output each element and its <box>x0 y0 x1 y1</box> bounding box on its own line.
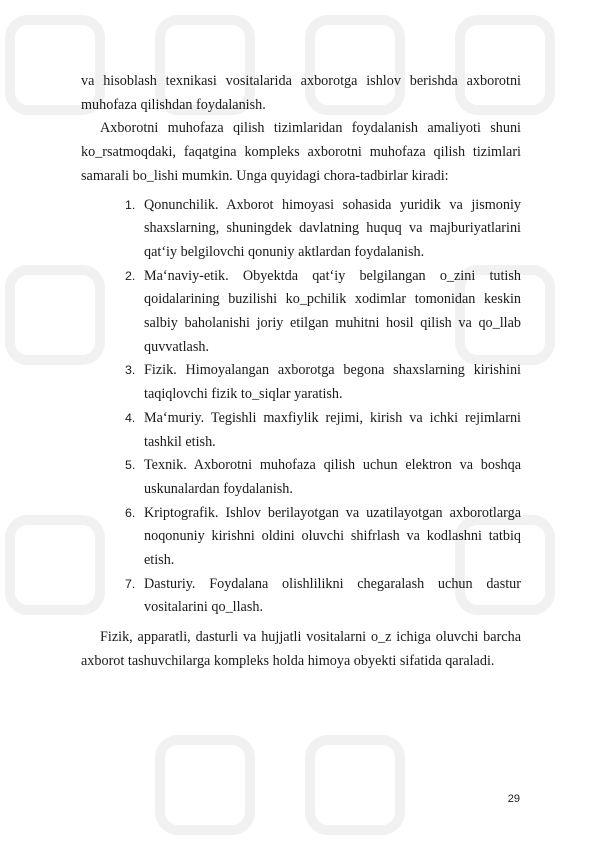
list-number: 5. <box>125 458 136 473</box>
measures-list <box>81 194 521 621</box>
list-item <box>81 265 521 360</box>
paragraph-3: Fizik, apparatli, dasturli va hujjatli vositalarni o_z ichiga oluvchi barcha axborot tashuvchilarga kompleks holda himoya obyekti sifatida qaraladi. <box>81 629 521 669</box>
list-text: Kriptografik. Ishlov berilayotgan va uzatilayotgan axborotlarga noqonuniy kirishni oldini oluvchi shifrlash va kodlashni tatbiq etish. <box>144 504 521 569</box>
paragraph-1: va hisoblash texnikasi vositalarida axborotga ishlov berishda axborotni muhofaza qilishdan foydalanish. <box>81 73 521 113</box>
paragraph-2: Axborotni muhofaza qilish tizimlaridan foydalanish amaliyoti shuni ko_rsatmoqdaki, faqatgina kompleks axborotni muhofaza qilish tizimlari samarali bo_lishi mumkin. Unga quyidagi chora-tadbirlar kiradi: <box>81 120 521 184</box>
list-item <box>81 407 521 454</box>
list-text: Qonunchilik. Axborot himoyasi sohasida yuridik va jismoniy shaxslarning, shuningdek davlatning huquq va majburiyatlarini qat‘iy belgilovchi qonuniy aktlardan foydalanish. <box>144 196 521 260</box>
list-number: 6. <box>125 505 136 520</box>
list-number: 4. <box>125 410 136 425</box>
list-number: 3. <box>125 363 136 378</box>
document-page <box>81 70 521 674</box>
list-text: Texnik. Axborotni muhofaza qilish uchun elektron va boshqa uskunalardan foydalanish. <box>144 457 521 497</box>
list-number: 2. <box>125 268 136 283</box>
list-item <box>81 573 521 620</box>
list-number: 1. <box>125 197 136 212</box>
list-number: 7. <box>125 576 136 591</box>
list-item <box>81 502 521 573</box>
list-text: Dasturiy. Foydalana olishlilikni chegaralash uchun dastur vositalarini qo_llash. <box>144 575 521 616</box>
list-text: Fizik. Himoyalangan axborotga begona shaxslarning kirishini taqiqlovchi fizik to_siqlar yaratish. <box>144 362 521 403</box>
list-item <box>81 194 521 265</box>
list-item <box>81 359 521 406</box>
list-item <box>81 454 521 501</box>
list-text: Ma‘muriy. Tegishli maxfiylik rejimi, kirish va ichki rejimlarni tashkil etish. <box>144 409 521 450</box>
list-text: Ma‘naviy-etik. Obyektda qat‘iy belgilangan o_zini tutish qoidalarining buzilishi ko_pchilik xodimlar tomonidan keskin salbiy baholanishi joriy etilgan muhitni hosil qilish va qo_llab quvvatlash. <box>144 267 521 355</box>
page-number: 29 <box>507 793 520 805</box>
